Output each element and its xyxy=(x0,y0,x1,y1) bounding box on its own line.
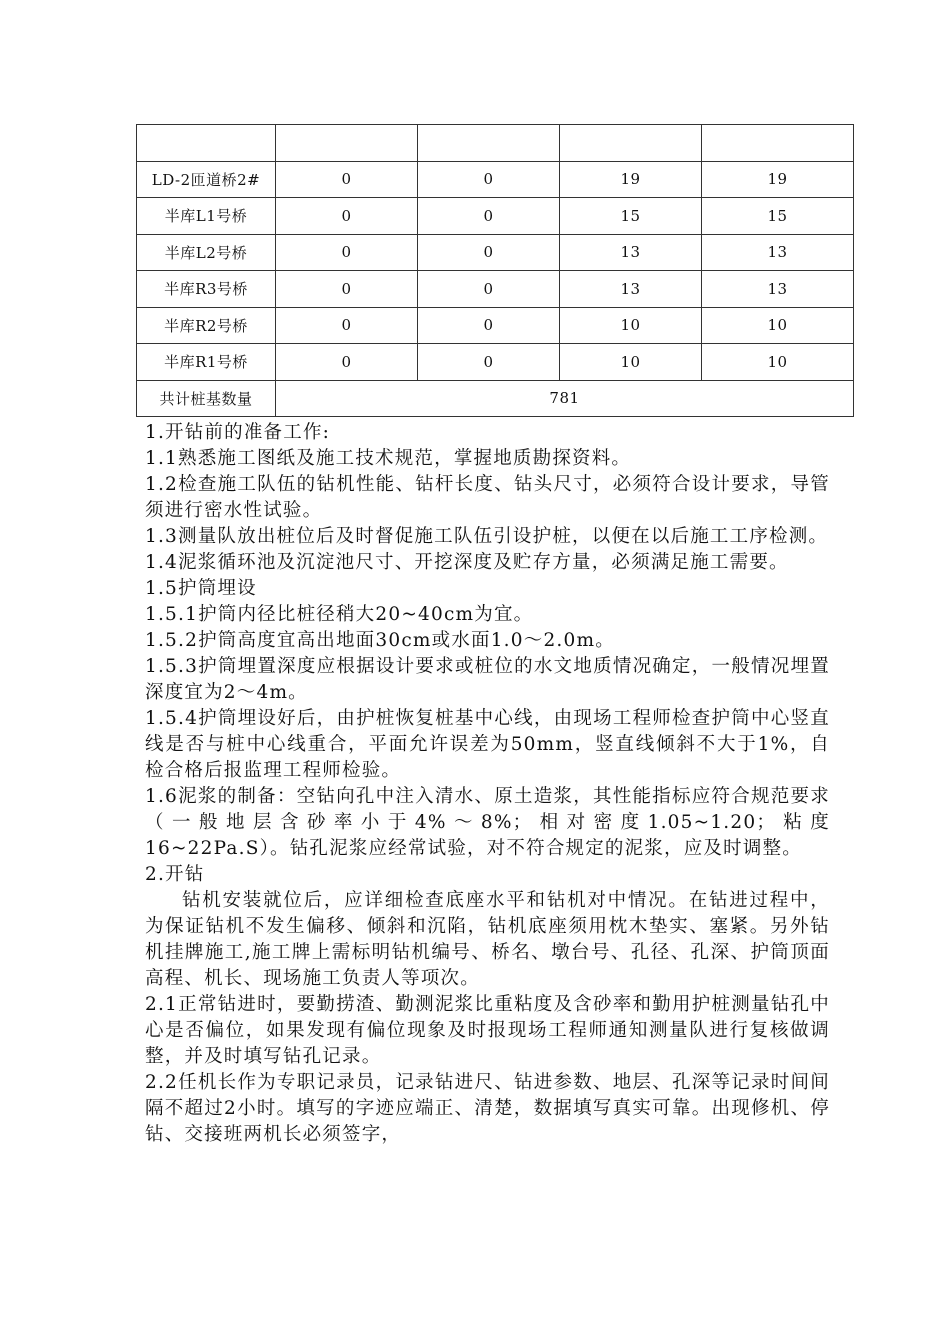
paragraph: 1.5.1护筒内径比桩径稍大20~40cm为宜。 xyxy=(145,604,534,625)
total-label: 共计桩基数量 xyxy=(137,380,276,417)
total-row xyxy=(137,380,854,417)
pile-count-cell: 0 xyxy=(276,161,418,198)
paragraph: 1.开钻前的准备工作: xyxy=(145,422,331,443)
bridge-name-cell xyxy=(137,125,276,162)
pile-count-cell: 0 xyxy=(418,234,560,271)
pile-count-cell xyxy=(702,125,854,162)
pile-count-cell: 15 xyxy=(702,198,854,235)
bridge-name-cell: 半库R2号桥 xyxy=(137,307,276,344)
table-row xyxy=(137,344,854,381)
paragraph: 1.5.4护筒埋设好后，由护桩恢复桩基中心线，由现场工程师检查护筒中心竖直线是否与桩中心线重合，平面允许误差为50mm，竖直线倾斜不大于1%，自检合格后报监理工程师检验。 xyxy=(145,708,830,781)
pile-count-cell: 0 xyxy=(276,271,418,308)
pile-count-cell: 19 xyxy=(702,161,854,198)
bridge-name-cell: 半库R1号桥 xyxy=(137,344,276,381)
paragraph: 钻机安装就位后，应详细检查底座水平和钻机对中情况。在钻进过程中，为保证钻机不发生偏移、倾斜和沉陷，钻机底座须用枕木垫实、塞紧。另外钻机挂牌施工,施工牌上需标明钻机编号、桥名、墩台号、孔径、孔深、护筒顶面高程、机长、现场施工负责人等项次。 xyxy=(145,890,830,989)
pile-count-cell: 13 xyxy=(560,234,702,271)
paragraph: 1.5护筒埋设 xyxy=(145,578,257,599)
pile-count-cell: 0 xyxy=(418,344,560,381)
pile-count-cell: 10 xyxy=(560,344,702,381)
paragraph: 1.5.3护筒埋置深度应根据设计要求或桩位的水文地质情况确定，一般情况埋置深度宜为2～4m。 xyxy=(145,656,830,703)
pile-count-cell: 0 xyxy=(276,198,418,235)
pile-count-cell: 0 xyxy=(276,344,418,381)
pile-count-cell xyxy=(276,125,418,162)
paragraph: 2.开钻 xyxy=(145,864,205,885)
pile-count-cell: 13 xyxy=(702,234,854,271)
pile-count-cell xyxy=(560,125,702,162)
paragraph: 1.2检查施工队伍的钻机性能、钻杆长度、钻头尺寸，必须符合设计要求，导管须进行密水性试验。 xyxy=(145,474,830,521)
table-row xyxy=(137,198,854,235)
pile-count-cell: 0 xyxy=(418,198,560,235)
pile-count-table xyxy=(136,124,854,417)
pile-count-cell: 0 xyxy=(276,234,418,271)
bridge-name-cell: 半库L2号桥 xyxy=(137,234,276,271)
pile-count-cell: 10 xyxy=(702,307,854,344)
pile-count-cell: 13 xyxy=(702,271,854,308)
paragraph: 1.4泥浆循环池及沉淀池尺寸、开挖深度及贮存方量，必须满足施工需要。 xyxy=(145,552,789,573)
construction-notes xyxy=(145,420,830,1148)
total-value: 781 xyxy=(276,380,854,417)
table-row xyxy=(137,234,854,271)
paragraph: 2.1正常钻进时，要勤捞渣、勤测泥浆比重粘度及含砂率和勤用护桩测量钻孔中心是否偏位，如果发现有偏位现象及时报现场工程师通知测量队进行复核做调整，并及时填写钻孔记录。 xyxy=(145,994,830,1067)
pile-count-cell: 13 xyxy=(560,271,702,308)
paragraph: 1.6泥浆的制备：空钻向孔中注入清水、原土造浆，其性能指标应符合规范要求（一般地层含砂率小于4%～8%；相对密度1.05~1.20；粘度16~22Pa.S）。钻孔泥浆应经常试验，对不符合规定的泥浆，应及时调整。 xyxy=(145,786,830,859)
table-row xyxy=(137,125,854,162)
pile-count-cell: 0 xyxy=(276,307,418,344)
paragraph: 2.2任机长作为专职记录员，记录钻进尺、钻进参数、地层、孔深等记录时间间隔不超过2小时。填写的字迹应端正、清楚，数据填写真实可靠。出现修机、停钻、交接班两机长必须签字， xyxy=(145,1072,830,1145)
table-row xyxy=(137,161,854,198)
pile-count-cell: 10 xyxy=(702,344,854,381)
pile-count-cell: 19 xyxy=(560,161,702,198)
pile-count-cell: 0 xyxy=(418,161,560,198)
bridge-name-cell: 半库L1号桥 xyxy=(137,198,276,235)
paragraph: 1.3测量队放出桩位后及时督促施工队伍引设护桩，以便在以后施工工序检测。 xyxy=(145,526,829,547)
pile-count-cell: 0 xyxy=(418,307,560,344)
pile-count-cell: 15 xyxy=(560,198,702,235)
pile-count-cell: 0 xyxy=(418,271,560,308)
paragraph: 1.1熟悉施工图纸及施工技术规范，掌握地质勘探资料。 xyxy=(145,448,632,469)
bridge-name-cell: 半库R3号桥 xyxy=(137,271,276,308)
table-row xyxy=(137,307,854,344)
table-row xyxy=(137,271,854,308)
pile-count-cell: 10 xyxy=(560,307,702,344)
paragraph: 1.5.2护筒高度宜高出地面30cm或水面1.0～2.0m。 xyxy=(145,630,615,651)
pile-count-cell xyxy=(418,125,560,162)
bridge-name-cell: LD-2匝道桥2# xyxy=(137,161,276,198)
